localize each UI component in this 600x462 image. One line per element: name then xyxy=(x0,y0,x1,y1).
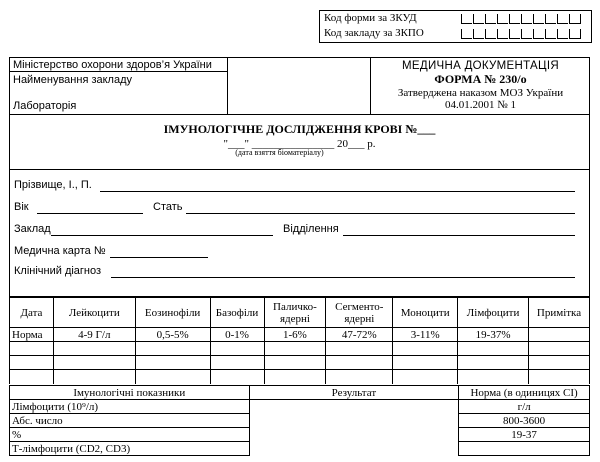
department-field[interactable] xyxy=(343,235,575,236)
sex-field[interactable] xyxy=(186,213,575,214)
table-row xyxy=(10,414,590,428)
col-header: Дата xyxy=(10,298,54,328)
table-cell: Норма xyxy=(10,328,54,342)
col-header: Примітка xyxy=(529,298,590,328)
ministry-name: Міністерство охорони здоров’я України xyxy=(13,59,212,71)
col-header: Імунологічні показники xyxy=(10,386,250,400)
diagnosis-field[interactable] xyxy=(111,277,575,278)
table-row[interactable] xyxy=(10,370,590,384)
facility-field[interactable] xyxy=(51,235,273,236)
norm-cell: 800-3600 xyxy=(459,414,590,428)
zkud-label: Код форми за ЗКУД xyxy=(324,12,417,24)
age-field[interactable] xyxy=(37,213,143,214)
approved-date: 04.01.2001 № 1 xyxy=(445,99,516,111)
blood-header-row xyxy=(10,298,590,328)
col-header: Результат xyxy=(249,386,459,400)
col-header: Паличко-ядерні xyxy=(264,298,326,328)
norm-cell: 19-37 xyxy=(459,428,590,442)
result-cell[interactable] xyxy=(249,400,459,414)
date-line[interactable]: "___" _______________ 20___ р. xyxy=(223,138,376,150)
surname-label: Прізвище, І., П. xyxy=(14,179,92,191)
header-right xyxy=(370,57,590,115)
doc-type: МЕДИЧНА ДОКУМЕНТАЦІЯ xyxy=(402,60,559,72)
facility-label: Заклад xyxy=(14,223,51,235)
col-header: Норма (в одиницях СІ) xyxy=(459,386,590,400)
col-header: Сегменто-ядерні xyxy=(326,298,393,328)
page-title: ІМУНОЛОГІЧНЕ ДОСЛІДЖЕННЯ КРОВІ №___ xyxy=(163,122,436,136)
zkpo-label: Код закладу за ЗКПО xyxy=(324,27,424,39)
header-left xyxy=(9,57,228,115)
diagnosis-label: Клінічний діагноз xyxy=(14,265,102,277)
indicator-name: Т-лімфоцити (CD2, CD3) xyxy=(10,442,250,456)
result-cell[interactable] xyxy=(249,442,459,456)
norm-cell: г/л xyxy=(459,400,590,414)
title-box xyxy=(9,115,590,170)
table-cell: 0,5-5% xyxy=(135,328,210,342)
table-cell xyxy=(529,328,590,342)
norm-row xyxy=(10,328,590,342)
col-header: Лімфоцити xyxy=(458,298,529,328)
table-row[interactable] xyxy=(10,356,590,370)
immuno-header-row xyxy=(10,386,590,400)
table-row xyxy=(10,400,590,414)
lab-label: Лабораторія xyxy=(13,100,77,112)
result-cell[interactable] xyxy=(249,414,459,428)
age-label: Вік xyxy=(14,201,29,213)
zkud-cells[interactable] xyxy=(461,14,582,24)
table-cell: 4-9 Г/л xyxy=(53,328,135,342)
patient-box xyxy=(9,170,590,297)
surname-field[interactable] xyxy=(100,191,575,192)
department-label: Відділення xyxy=(283,223,339,235)
table-cell: 3-11% xyxy=(393,328,458,342)
blood-table xyxy=(9,297,590,384)
approved-by: Затверджена наказом МОЗ України xyxy=(397,87,564,99)
indicator-name: Лімфоцити (10⁹/л) xyxy=(10,400,250,414)
card-label: Медична карта № xyxy=(14,245,106,257)
immuno-table xyxy=(9,385,590,456)
card-field[interactable] xyxy=(110,257,208,258)
col-header: Моноцити xyxy=(393,298,458,328)
table-cell: 0-1% xyxy=(210,328,264,342)
col-header: Базофіли xyxy=(210,298,264,328)
indicator-name: Абс. число xyxy=(10,414,250,428)
table-row xyxy=(10,442,590,456)
col-header: Еозинофіли xyxy=(135,298,210,328)
form-code-box xyxy=(319,10,592,43)
table-cell: 47-72% xyxy=(326,328,393,342)
date-hint: (дата взяття біоматеріалу) xyxy=(235,148,324,157)
col-header: Лейкоцити xyxy=(53,298,135,328)
indicator-name: % xyxy=(10,428,250,442)
norm-cell xyxy=(459,442,590,456)
zkpo-cells[interactable] xyxy=(461,29,582,39)
form-number: ФОРМА № 230/о xyxy=(434,72,527,86)
table-row[interactable] xyxy=(10,342,590,356)
table-cell: 19-37% xyxy=(458,328,529,342)
table-row xyxy=(10,428,590,442)
sex-label: Стать xyxy=(153,201,183,213)
result-cell[interactable] xyxy=(249,428,459,442)
table-cell: 1-6% xyxy=(264,328,326,342)
institution-label: Найменування закладу xyxy=(13,74,133,86)
